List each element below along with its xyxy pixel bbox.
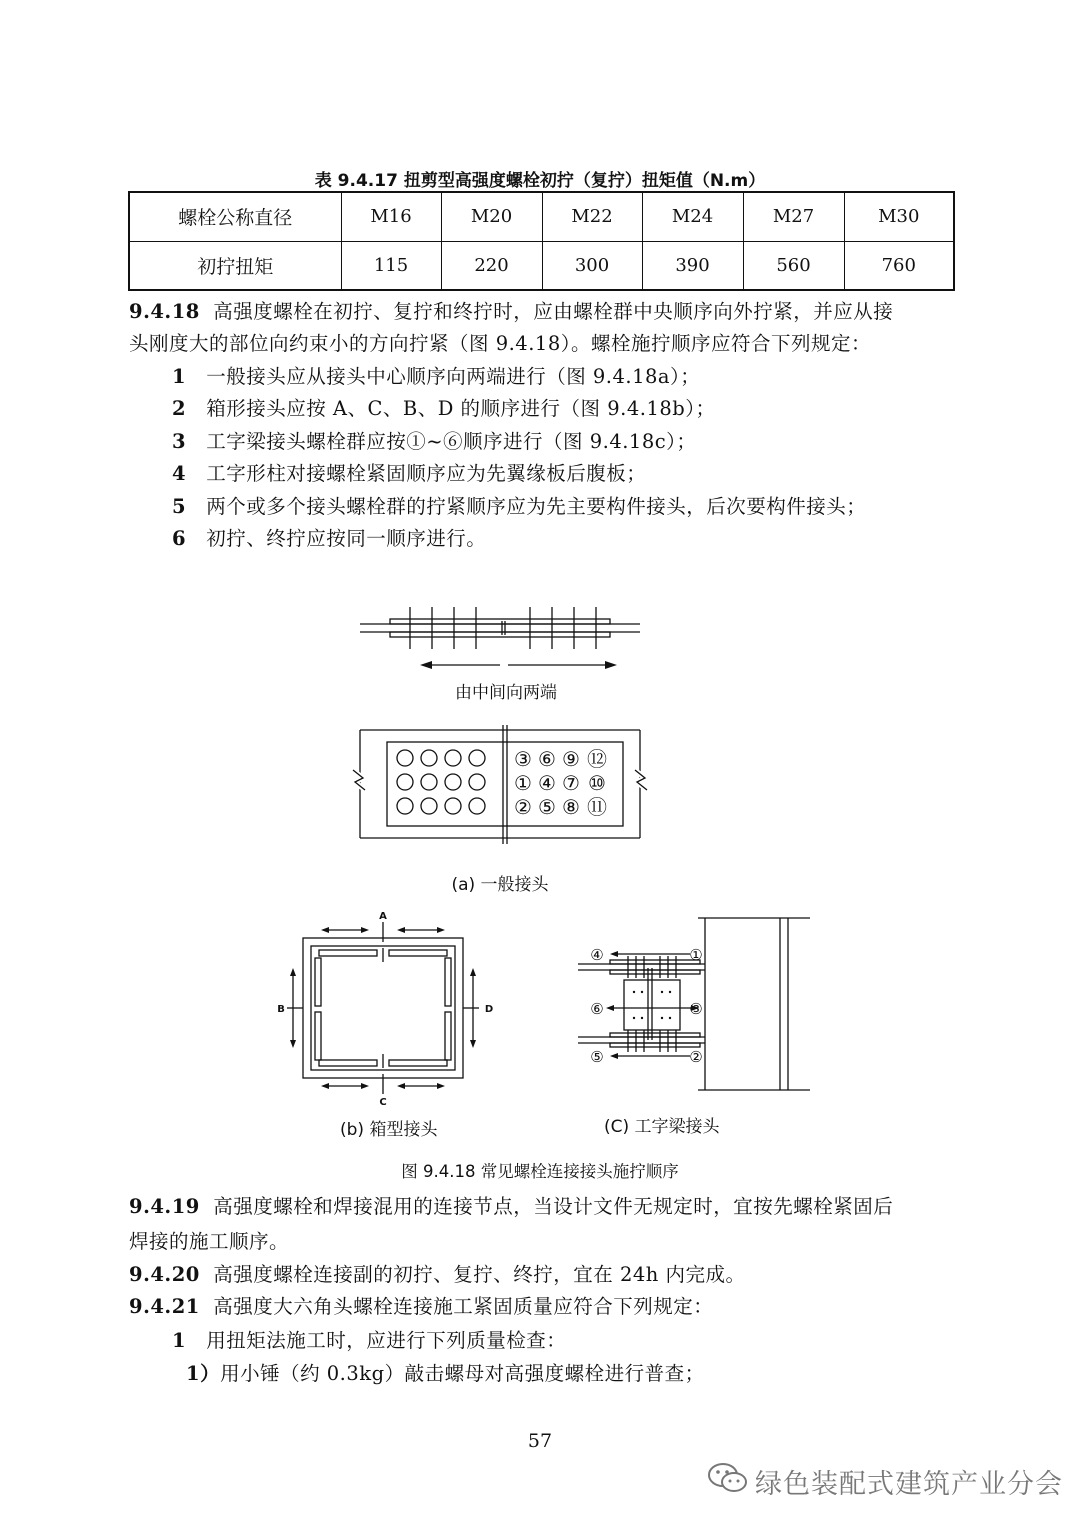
bolt-order-label: ⑫ bbox=[587, 747, 607, 771]
clause-9-4-19-line1: 9.4.19 高强度螺栓和焊接混用的连接节点，当设计文件无规定时，宜按先螺栓紧固后 bbox=[129, 1195, 894, 1218]
bolt-order-label: ④ bbox=[538, 771, 556, 795]
table-cell: 115 bbox=[341, 241, 441, 290]
joint-elevation-diagram bbox=[350, 595, 650, 675]
bolt-order-label: ③ bbox=[514, 747, 532, 771]
figure-label-middle-to-ends: 由中间向两端 bbox=[455, 683, 557, 703]
clause-9-4-21: 9.4.21 高强度大六角头螺栓连接施工紧固质量应符合下列规定： bbox=[129, 1295, 714, 1318]
table-row bbox=[129, 241, 954, 290]
box-joint-diagram bbox=[275, 908, 500, 1108]
page-number: 57 bbox=[527, 1430, 553, 1452]
table-caption: 表 9.4.17 扭剪型高强度螺栓初拧（复拧）扭矩值（N.m） bbox=[314, 171, 766, 191]
clause-text: 高强度螺栓在初拧、复拧和终拧时，应由螺栓群中央顺序向外拧紧，并应从接 bbox=[213, 300, 894, 323]
wechat-icon bbox=[705, 1460, 751, 1496]
list-item: 3 工字梁接头螺栓群应按①~⑥顺序进行（图 9.4.18c）； bbox=[172, 430, 697, 453]
table-row bbox=[129, 192, 954, 241]
order-label: ③ bbox=[689, 1000, 703, 1018]
bolt-order-label: ⑦ bbox=[562, 771, 580, 795]
table-cell: M27 bbox=[743, 192, 844, 241]
order-label: ④ bbox=[590, 946, 604, 964]
table-row-label: 螺栓公称直径 bbox=[129, 192, 341, 241]
clause-9-4-20: 9.4.20 高强度螺栓连接副的初拧、复拧、终拧，宜在 24h 内完成。 bbox=[129, 1263, 746, 1286]
clause-number: 9.4.18 bbox=[129, 300, 200, 323]
clause-9-4-18-line2: 头刚度大的部位向约束小的方向拧紧（图 9.4.18）。螺栓施拧顺序应符合下列规定： bbox=[129, 332, 871, 355]
bolt-order-label: ⑨ bbox=[562, 747, 580, 771]
order-label: ⑥ bbox=[590, 1000, 604, 1018]
bolt-order-label: ① bbox=[514, 771, 532, 795]
bolt-order-label: ⑪ bbox=[587, 795, 607, 819]
table-cell: 220 bbox=[441, 241, 542, 290]
bolt-order-label: ⑧ bbox=[562, 795, 580, 819]
general-joint-diagram bbox=[345, 720, 665, 845]
order-label: ① bbox=[689, 946, 703, 964]
bolt-order-label: ⑥ bbox=[538, 747, 556, 771]
figure-label-a: (a) 一般接头 bbox=[451, 875, 549, 895]
table-cell: 760 bbox=[844, 241, 954, 290]
box-label-d: D bbox=[484, 1004, 494, 1015]
clause-9-4-19-line2: 焊接的施工顺序。 bbox=[129, 1230, 290, 1253]
table-cell: M16 bbox=[341, 192, 441, 241]
sub-list-item: 1）用小锤（约 0.3kg）敲击螺母对高强度螺栓进行普查； bbox=[186, 1362, 705, 1385]
clause-9-4-18-line1 bbox=[129, 297, 893, 327]
figure-label-b: (b) 箱型接头 bbox=[340, 1120, 438, 1140]
figure-label-c: (C) 工字梁接头 bbox=[604, 1117, 720, 1137]
figure-caption: 图 9.4.18 常见螺栓连接接头施拧顺序 bbox=[401, 1162, 679, 1181]
table-cell: 560 bbox=[743, 241, 844, 290]
bolt-order-label: ② bbox=[514, 795, 532, 819]
torque-table bbox=[128, 191, 955, 291]
table-cell: 390 bbox=[642, 241, 743, 290]
bolt-order-label: ⑤ bbox=[538, 795, 556, 819]
list-item: 5 两个或多个接头螺栓群的拧紧顺序应为先主要构件接头，后次要构件接头； bbox=[172, 495, 867, 518]
box-label-b: B bbox=[277, 1004, 285, 1015]
table-cell: 300 bbox=[542, 241, 642, 290]
order-label: ② bbox=[689, 1048, 703, 1066]
list-item: 6 初拧、终拧应按同一顺序进行。 bbox=[172, 527, 487, 550]
i-beam-joint-diagram bbox=[570, 910, 815, 1095]
box-label-c: C bbox=[379, 1097, 387, 1108]
watermark-text: 绿色装配式建筑产业分会 bbox=[755, 1469, 1063, 1500]
list-item: 4 工字形柱对接螺栓紧固顺序应为先翼缘板后腹板； bbox=[172, 462, 647, 485]
table-row-label: 初拧扭矩 bbox=[129, 241, 341, 290]
box-label-a: A bbox=[379, 911, 387, 922]
table-cell: M20 bbox=[441, 192, 542, 241]
table-cell: M30 bbox=[844, 192, 954, 241]
order-label: ⑤ bbox=[590, 1048, 604, 1066]
table-cell: M24 bbox=[642, 192, 743, 241]
list-item: 1 一般接头应从接头中心顺序向两端进行（图 9.4.18a）； bbox=[172, 365, 701, 388]
bolt-order-label: ⑩ bbox=[588, 771, 606, 795]
list-item: 2 箱形接头应按 A、C、B、D 的顺序进行（图 9.4.18b）； bbox=[172, 397, 716, 420]
list-item: 1 用扭矩法施工时，应进行下列质量检查： bbox=[172, 1329, 567, 1352]
table-cell: M22 bbox=[542, 192, 642, 241]
